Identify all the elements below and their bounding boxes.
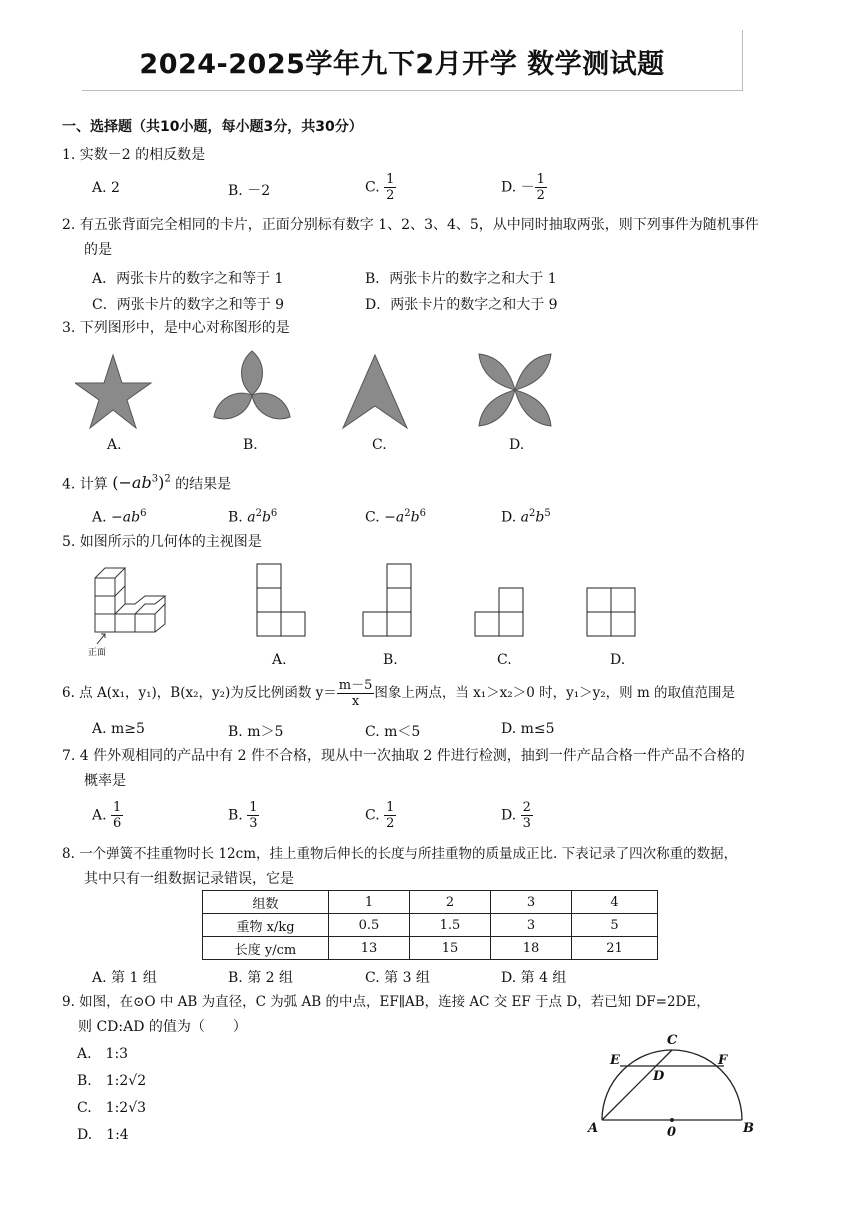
q1-option-b: B. －2 (228, 183, 271, 199)
q5-view-a (257, 564, 305, 636)
q9-label-b: B (743, 1121, 754, 1136)
q6-stem-a: 6. 点 A(x₁，y₁)，B(x₂，y₂)为反比例函数 y＝ (62, 685, 337, 701)
q7-option-b: B. $\frac{1}{3}$ (228, 800, 258, 831)
q1-stem: 1. 实数－2 的相反数是 (62, 147, 206, 163)
q8-option-d: D. 第 4 组 (501, 970, 567, 986)
section-heading: 一、选择题（共10小题，每小题3分，共30分） (62, 119, 363, 135)
q8-data-table (202, 890, 658, 960)
q7-option-c: C. $\frac{1}{2}$ (365, 800, 395, 831)
q1-option-d (501, 172, 547, 203)
q8-option-c: C. 第 3 组 (365, 970, 430, 986)
q9-label-e: E (610, 1053, 620, 1068)
table-cell: 组数 (203, 891, 329, 914)
q6-option-c: C. m＜5 (365, 724, 421, 740)
q9-center-dot (670, 1118, 674, 1122)
q1-option-a: A. 2 (92, 180, 120, 196)
q1-d-label: D. － (501, 179, 535, 196)
q3-label-c: C. (372, 437, 387, 453)
table-cell: 1.5 (410, 914, 491, 937)
q2-option-c: C．两张卡片的数字之和等于 9 (92, 297, 285, 313)
q9-stem-line1: 9. 如图，在⊙O 中 AB 为直径，C 为弧 AB 的中点，EF∥AB，连接 AC 交 EF 于点 D，若已知 DF=2DE， (62, 994, 710, 1010)
q9-label-f: F (718, 1053, 728, 1068)
q3-figures (75, 350, 595, 430)
q2-stem-line2: 的是 (84, 242, 112, 258)
q3-arrowhead-shape (343, 355, 407, 428)
q9-option-b: B. 1:2√2 (77, 1073, 147, 1089)
q3-star-shape (75, 355, 151, 428)
q1-option-c (365, 172, 396, 203)
q5-solid-figure (95, 568, 165, 644)
q9-circle-diagram (580, 1028, 770, 1140)
table-row (203, 937, 658, 960)
q4-option-c: C. $-a^2b^6$ (365, 508, 426, 526)
q4-stem-post: 的结果是 (175, 476, 232, 493)
q4-stem (62, 470, 231, 494)
q3-label-d: D. (509, 437, 525, 453)
q3-label-a: A. (107, 437, 122, 453)
q9-option-a: A. 1:3 (77, 1046, 129, 1062)
table-cell: 0.5 (329, 914, 410, 937)
q6-option-d: D. m≤5 (501, 721, 555, 737)
q1-c-label: C. (365, 179, 380, 196)
q5-label-b: B. (383, 652, 398, 668)
table-cell: 3 (491, 891, 572, 914)
q2-option-a: A．两张卡片的数字之和等于 1 (92, 271, 284, 287)
table-row (203, 891, 658, 914)
q2-stem-line1: 2. 有五张背面完全相同的卡片，正面分别标有数字 1、2、3、4、5，从中同时抽取两张，则下列事件为随机事件 (62, 217, 759, 233)
table-cell: 18 (491, 937, 572, 960)
q4-option-b: B. $a^2b^6$ (228, 508, 278, 526)
q6-stem (62, 678, 735, 709)
q3-four-petal-shape (479, 354, 551, 426)
q9-option-c: C. 1:2√3 (77, 1100, 147, 1116)
q7-stem-line2: 概率是 (84, 773, 126, 789)
q2-option-d: D．两张卡片的数字之和大于 9 (365, 297, 558, 313)
q5-view-c (475, 588, 523, 636)
q7-option-d: D. $\frac{2}{3}$ (501, 800, 531, 831)
q1-d-fraction: $\frac{1}{2}$ (536, 172, 545, 203)
q9-label-a: A (588, 1121, 599, 1136)
q8-stem-line2: 其中只有一组数据记录错误，它是 (84, 871, 294, 887)
q4-option-a: A. $-ab^6$ (92, 508, 147, 526)
q2-option-b: B．两张卡片的数字之和大于 1 (365, 271, 557, 287)
page-title: 2024-2025学年九下2月开学 数学测试题 (139, 49, 665, 80)
q5-stem: 5. 如图所示的几何体的主视图是 (62, 534, 262, 550)
q5-label-c: C. (497, 652, 512, 668)
q9-label-c: C (667, 1033, 678, 1048)
q9-option-d: D. 1:4 (77, 1127, 129, 1143)
q5-view-b (363, 564, 411, 636)
q1-c-fraction: $\frac{1}{2}$ (386, 172, 395, 203)
q5-front-label: 正面 (88, 648, 107, 658)
q4-expression: $(-ab^3)^2$ (112, 473, 171, 493)
q4-stem-pre: 4. 计算 (62, 476, 108, 493)
table-row (203, 914, 658, 937)
table-cell: 2 (410, 891, 491, 914)
q8-stem-line1: 8. 一个弹簧不挂重物时长 12cm，挂上重物后伸长的长度与所挂重物的质量成正比. 下表记录了四次称重的数据， (62, 846, 738, 862)
q6-option-b: B. m＞5 (228, 724, 284, 740)
table-cell: 长度 y/cm (203, 937, 329, 960)
title-frame (82, 30, 743, 91)
q8-option-b: B. 第 2 组 (228, 970, 293, 986)
q5-view-d (587, 588, 635, 636)
q7-stem-line1: 7. 4 件外观相同的产品中有 2 件不合格，现从中一次抽取 2 件进行检测，抽到一件产品合格一件产品不合格的 (62, 748, 745, 764)
table-cell: 5 (572, 914, 658, 937)
q3-stem: 3. 下列图形中，是中心对称图形的是 (62, 320, 290, 336)
q9-stem-line2: 则 CD:AD 的值为（ ） (78, 1019, 247, 1035)
table-cell: 13 (329, 937, 410, 960)
q5-label-a: A. (272, 652, 287, 668)
table-cell: 4 (572, 891, 658, 914)
table-cell: 重物 x/kg (203, 914, 329, 937)
q7-option-a: A. $\frac{1}{6}$ (92, 800, 122, 831)
q5-label-d: D. (610, 652, 626, 668)
q4-option-d: D. $a^2b^5$ (501, 508, 551, 526)
table-cell: 21 (572, 937, 658, 960)
q6-fraction: $\frac{m-5}{x}$ (338, 678, 373, 709)
q9-label-o: 0 (667, 1125, 677, 1140)
q5-figures (85, 560, 645, 660)
table-cell: 1 (329, 891, 410, 914)
q6-option-a: A. m≥5 (92, 721, 145, 737)
q6-stem-b: 图象上两点，当 x₁＞x₂＞0 时，y₁＞y₂，则 m 的取值范围是 (374, 685, 736, 701)
q3-label-b: B. (243, 437, 258, 453)
table-cell: 15 (410, 937, 491, 960)
table-cell: 3 (491, 914, 572, 937)
q8-option-a: A. 第 1 组 (92, 970, 157, 986)
q3-three-petal-shape (209, 351, 296, 426)
q9-label-d: D (653, 1069, 665, 1084)
